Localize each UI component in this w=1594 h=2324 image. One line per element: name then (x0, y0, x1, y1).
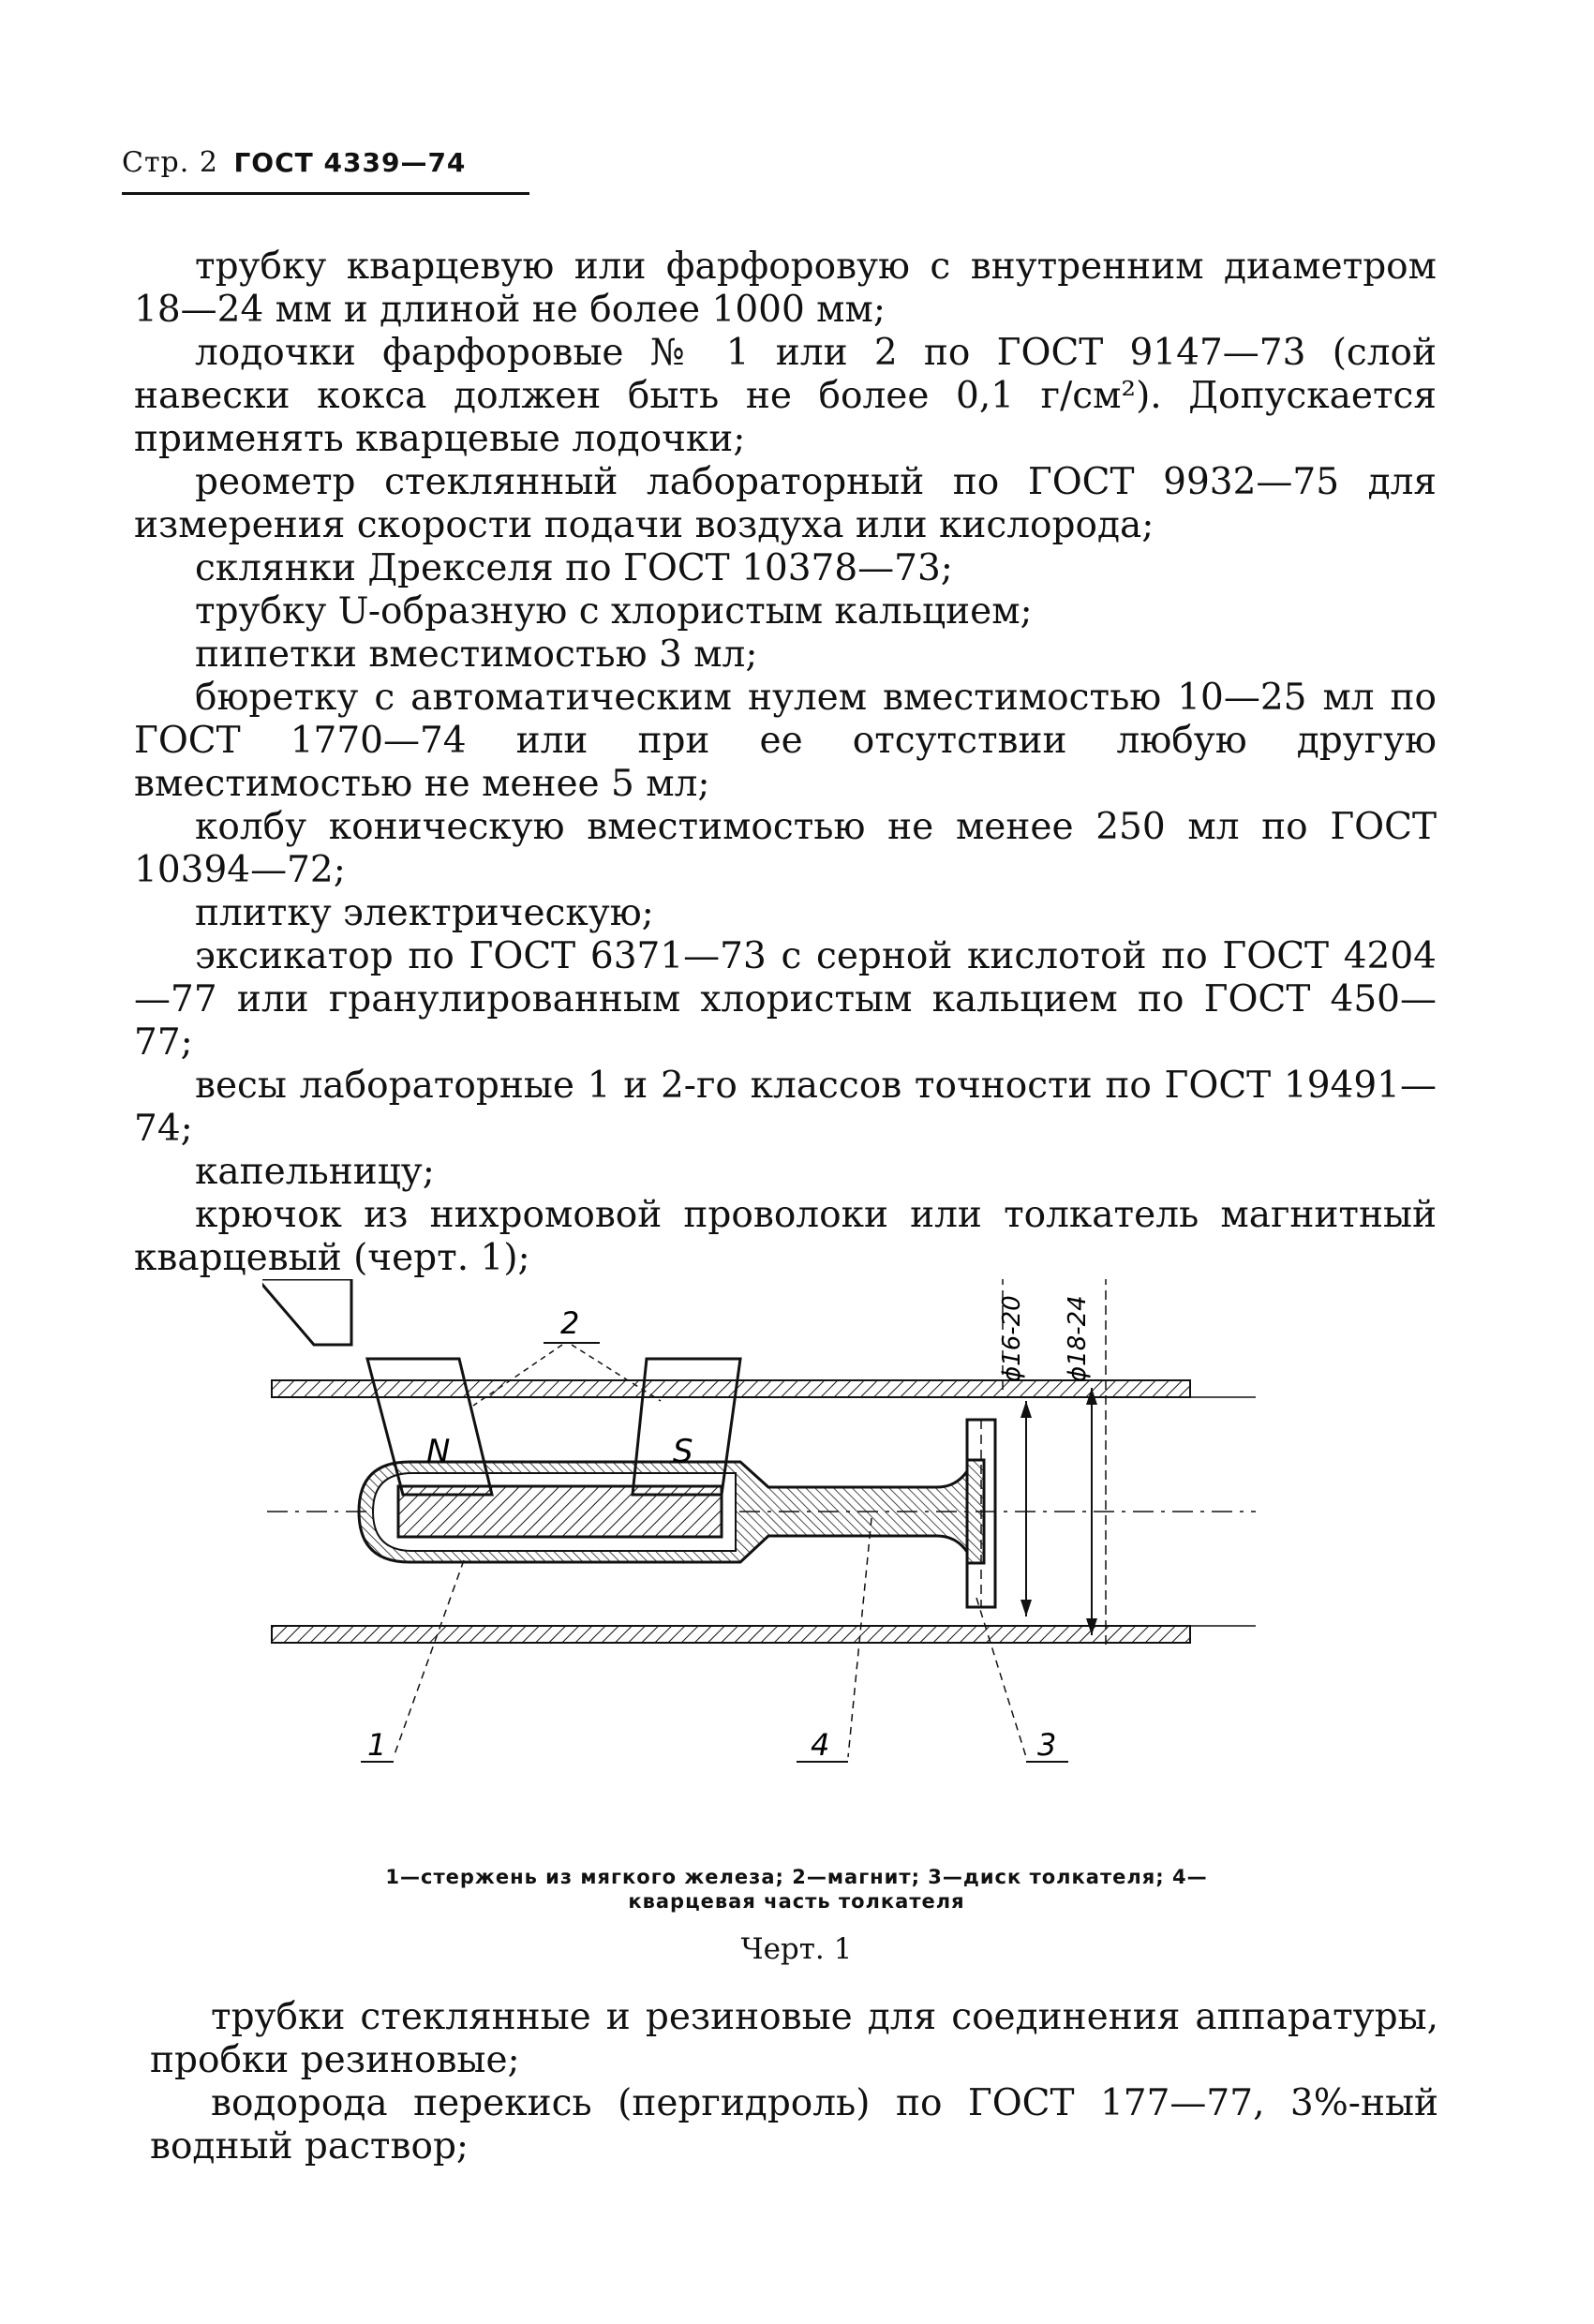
list-item: трубки стеклянные и резиновые для соединения аппаратуры, пробки резиновые; (150, 1996, 1438, 2081)
page-label: Стр. 2 (122, 146, 218, 179)
list-item: трубку кварцевую или фарфоровую с внутренним диаметром 18—24 мм и длиной не более 1000 мм; (134, 246, 1437, 331)
magnet-s-letter: S (673, 1433, 693, 1470)
equipment-list (134, 246, 1437, 1280)
label-4: 4 (811, 1727, 830, 1763)
figure-title: Черт. 1 (740, 1932, 853, 1966)
label-1: 1 (367, 1727, 387, 1763)
list-item: крючок из нихромовой проволоки или толкатель магнитный кварцевый (черт. 1); (134, 1194, 1437, 1279)
list-item: склянки Дрекселя по ГОСТ 10378—73; (195, 547, 953, 589)
list-item: эксикатор по ГОСТ 6371—73 с серной кислотой по ГОСТ 4204—77 или гранулированным хлористым кальцием по ГОСТ 450—77; (134, 935, 1437, 1064)
equipment-list-continued (150, 1996, 1438, 2168)
list-item: бюретку с автоматическим нулем вместимостью 10—25 мл по ГОСТ 1770—74 или при ее отсутствии любую другую вместимостью не менее 5 мл; (134, 677, 1437, 805)
figure-magnetic-pusher (262, 1279, 1293, 1841)
gost-number: ГОСТ 4339—74 (233, 147, 467, 178)
label-2: 2 (560, 1305, 580, 1341)
tube-wall-top (272, 1380, 1190, 1397)
list-item: весы лабораторные 1 и 2-го классов точности по ГОСТ 19491—74; (134, 1065, 1437, 1150)
list-item: колбу коническую вместимостью не менее 250 мл по ГОСТ 10394—72; (134, 806, 1437, 891)
pusher-drawing (262, 1279, 1293, 1841)
caption-line-1: 1—стержень из мягкого железа; 2—магнит; 3—диск толкателя; 4— (385, 1866, 1208, 1888)
list-item: плитку электрическую; (195, 892, 654, 934)
magnet-n-letter: N (426, 1433, 451, 1470)
list-item: водорода перекись (пергидроль) по ГОСТ 177—77, 3%-ный водный раствор; (150, 2082, 1438, 2168)
header-rule (122, 192, 529, 195)
figure-caption (281, 1865, 1312, 1914)
list-item: лодочки фарфоровые № 1 или 2 по ГОСТ 9147—73 (слой навески кокса должен быть не более 0,1 г/см²). Допускается применять кварцевые лодочки; (134, 332, 1437, 460)
list-item: капельницу; (195, 1151, 435, 1193)
dim-inner-diameter: ϕ16-20 (998, 1295, 1026, 1382)
page-header (122, 146, 466, 179)
list-item: реометр стеклянный лабораторный по ГОСТ 9932—75 для измерения скорости подачи воздуха или кислорода; (134, 461, 1437, 546)
label-3: 3 (1037, 1727, 1057, 1763)
list-item: пипетки вместимостью 3 мл; (195, 633, 758, 676)
list-item: трубку U-образную с хлористым кальцием; (195, 590, 1033, 633)
tube-wall-bottom (272, 1626, 1190, 1643)
caption-line-2: кварцевая часть толкателя (628, 1890, 965, 1913)
dim-outer-diameter: ϕ18-24 (1064, 1295, 1092, 1382)
